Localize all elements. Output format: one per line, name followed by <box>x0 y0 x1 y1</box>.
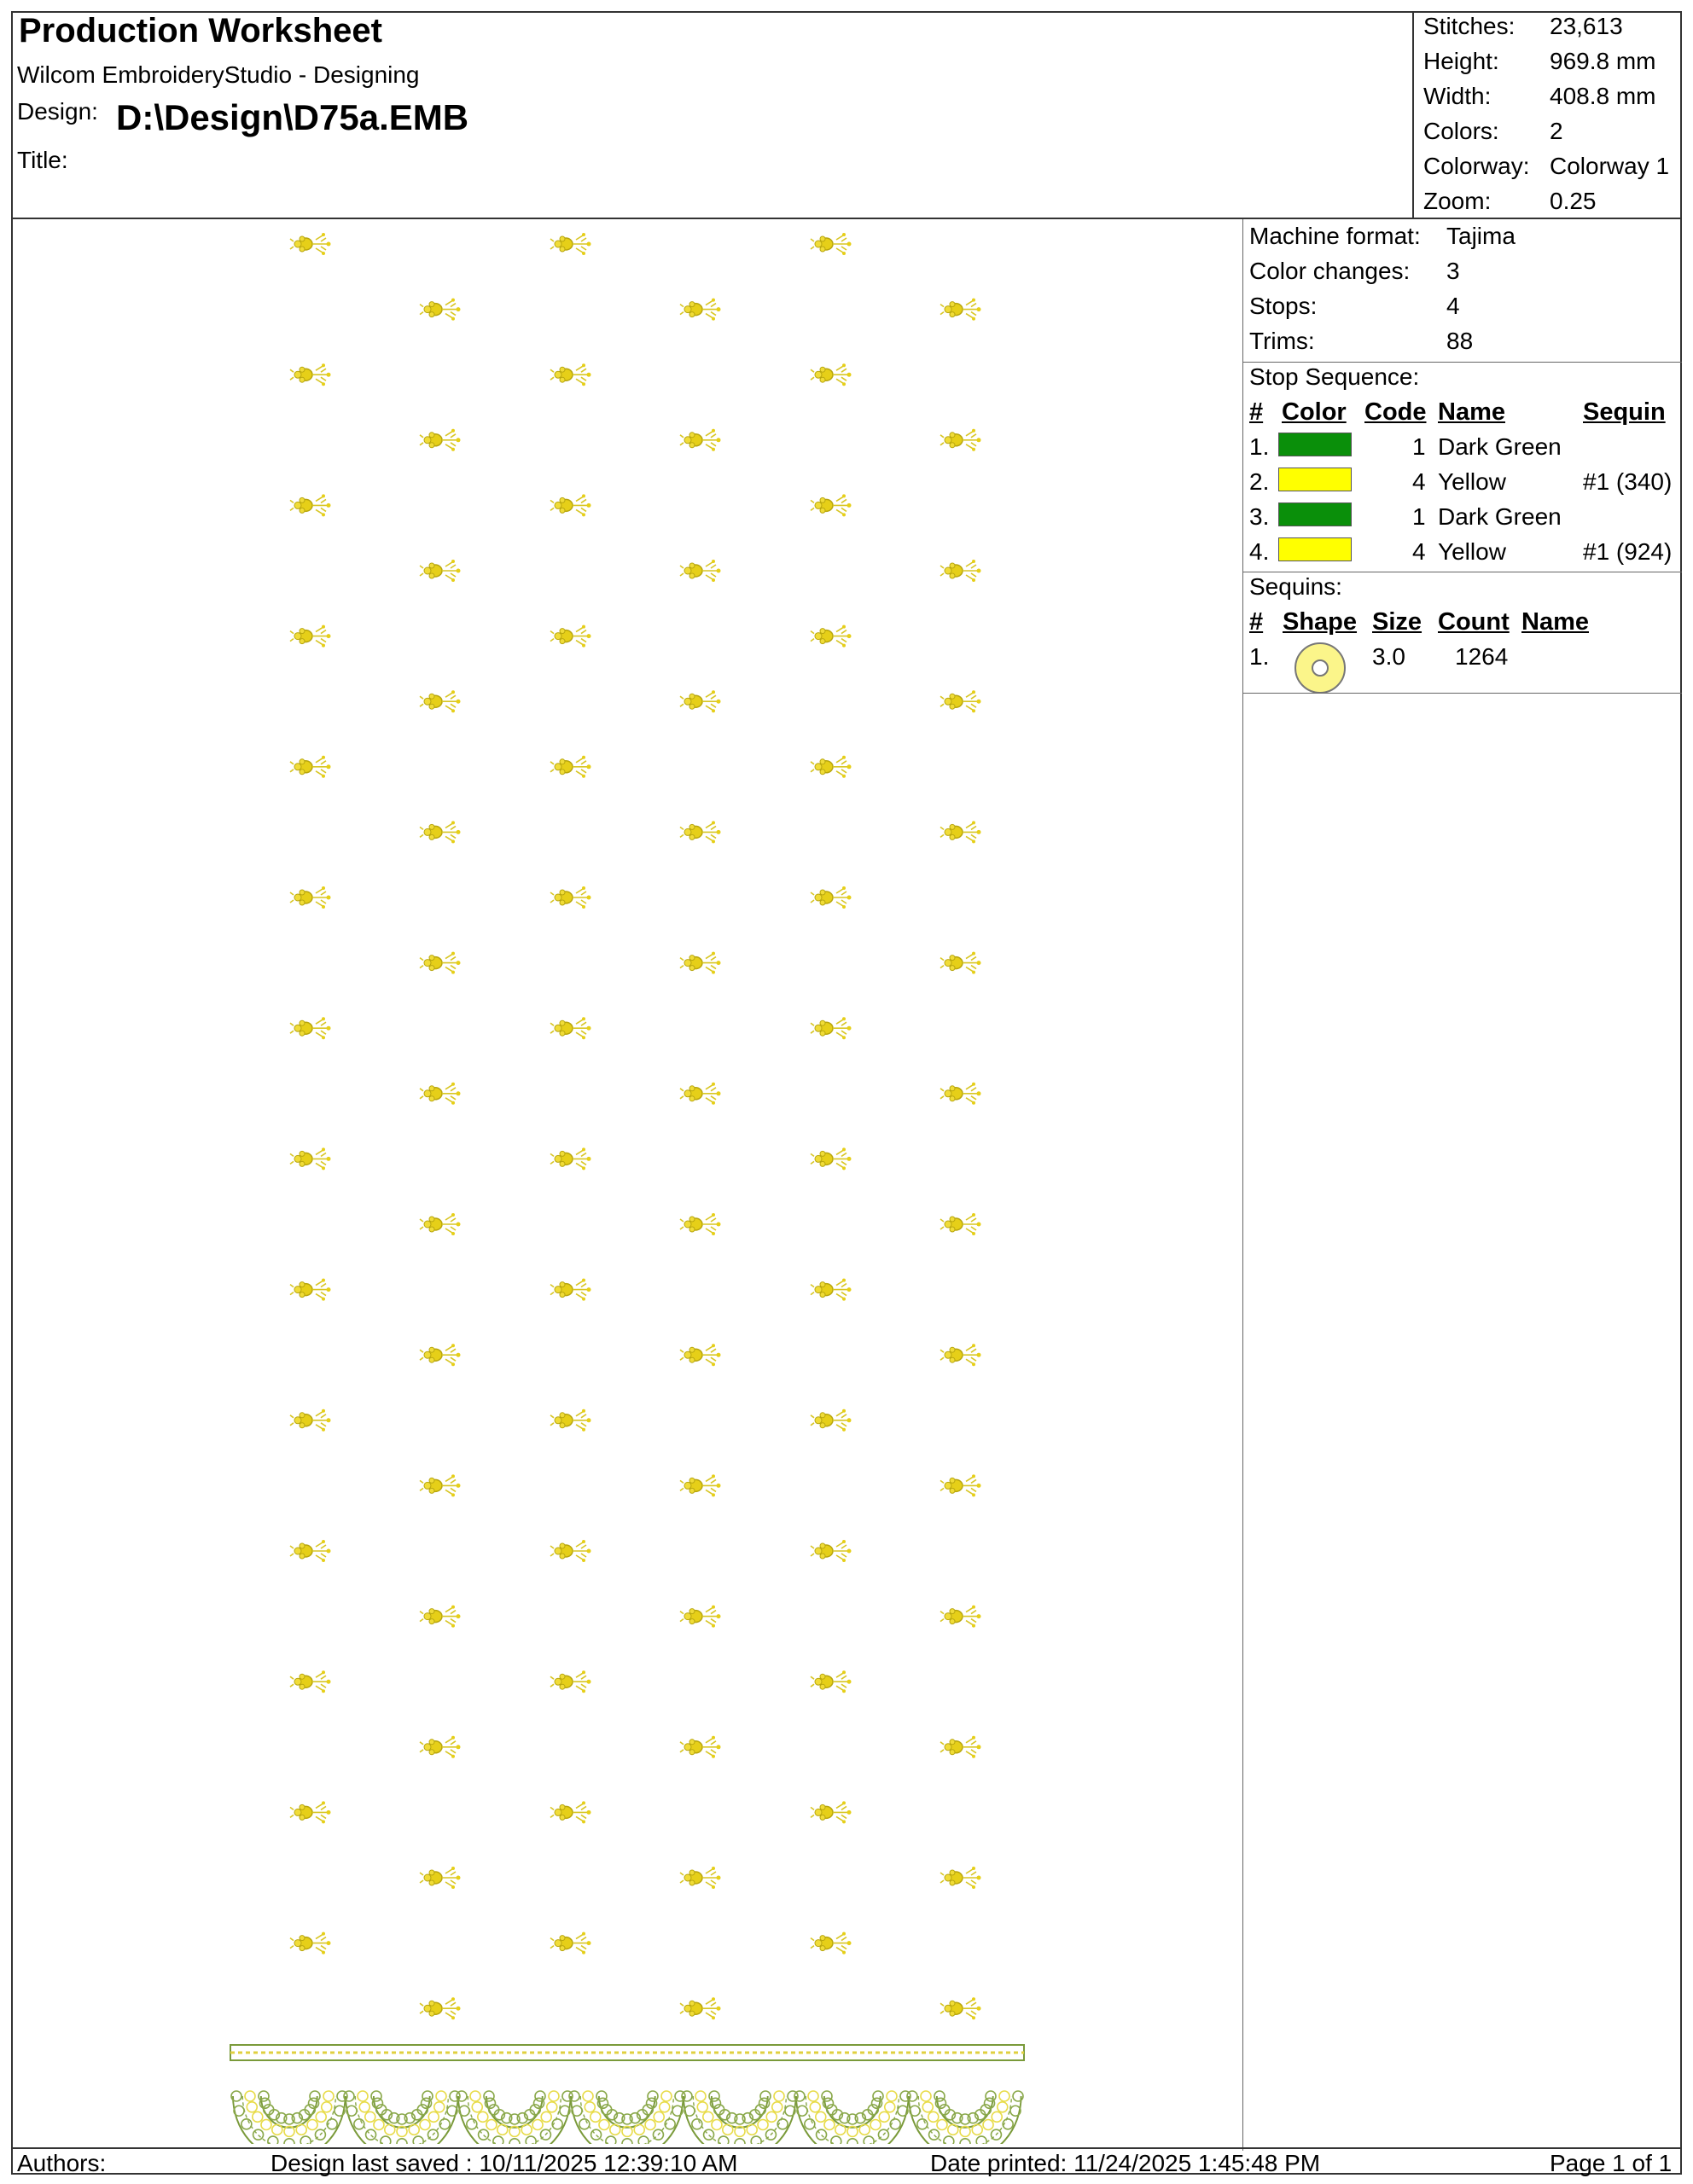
page-title: Production Worksheet <box>19 12 382 49</box>
sequin-ring <box>634 2124 644 2135</box>
col-header-shape: Shape <box>1283 608 1358 636</box>
motif-mark <box>550 1409 591 1432</box>
color-swatch <box>1278 468 1352 491</box>
sequin-ring <box>766 2111 777 2122</box>
sequin-ring <box>470 2091 480 2101</box>
motif-mark <box>811 1670 852 1693</box>
sequin-ring <box>760 2091 771 2101</box>
col-header-name: Name <box>1438 398 1505 426</box>
motif-mark <box>550 1670 591 1693</box>
sequin-ring <box>366 2129 376 2140</box>
motif-mark <box>940 952 981 974</box>
sequin-ring <box>684 2106 695 2116</box>
stop-name: Yellow <box>1438 468 1506 495</box>
motif-mark <box>811 1932 852 1955</box>
sequin-ring <box>610 2124 620 2135</box>
motif-mark <box>811 886 852 909</box>
sequin-ring <box>929 2129 940 2140</box>
motif-mark <box>680 1213 721 1235</box>
divider <box>1242 362 1682 363</box>
stop-num: 2. <box>1249 468 1270 495</box>
sequin-ring <box>948 2124 958 2135</box>
stop-num: 3. <box>1249 503 1270 530</box>
sequin-ring <box>526 2136 536 2144</box>
stop-sequence-title: Stop Sequence: <box>1249 363 1420 390</box>
motif-mark <box>940 690 981 712</box>
sequin-ring <box>549 2091 559 2101</box>
motif-mark <box>811 1147 852 1170</box>
stat-label: Colors: <box>1423 118 1499 144</box>
sequin-ring <box>532 2119 543 2129</box>
sequin-ring <box>484 2091 494 2101</box>
sequin-ring <box>735 2139 745 2144</box>
sequin-ring <box>385 2124 395 2135</box>
motif-mark <box>290 1932 331 1955</box>
motif-mark <box>290 1540 331 1562</box>
sequin-ring <box>692 2119 702 2129</box>
sequin-ring <box>316 2111 326 2122</box>
motif-mark <box>420 1736 461 1758</box>
motif-mark <box>680 1606 721 1628</box>
machine-value: 4 <box>1446 293 1460 319</box>
stop-sequin: #1 (924) <box>1583 538 1673 565</box>
stop-name: Yellow <box>1438 538 1506 565</box>
motif-mark <box>680 1474 721 1496</box>
software-name: Wilcom EmbroideryStudio - Designing <box>17 61 420 88</box>
motif-mark <box>550 494 591 516</box>
motif-mark <box>680 821 721 843</box>
stop-num: 4. <box>1249 538 1270 565</box>
stat-value: 0.25 <box>1550 188 1597 214</box>
footer-divider <box>11 2147 1682 2149</box>
sequin-ring <box>599 2119 609 2129</box>
motif-mark <box>420 429 461 451</box>
stat-label: Stitches: <box>1423 13 1516 39</box>
col-header-color: Color <box>1282 398 1347 426</box>
machine-value: 88 <box>1446 328 1474 354</box>
col-header-size: Size <box>1372 608 1422 636</box>
sequin-ring <box>992 2111 1002 2122</box>
sequin-ring <box>986 2091 996 2101</box>
title-label: Title: <box>17 147 68 173</box>
sequin-ring <box>808 2091 818 2101</box>
sequin-ring <box>354 2119 364 2129</box>
sequin-ring <box>661 2091 672 2101</box>
motif-mark <box>680 429 721 451</box>
stat-value: 2 <box>1550 118 1563 144</box>
sequin-ring <box>253 2129 264 2140</box>
sequin-ring <box>310 2091 320 2101</box>
sequin-ring <box>422 2091 433 2101</box>
machine-label: Color changes: <box>1249 258 1411 284</box>
sequin-ring <box>879 2111 889 2122</box>
motif-mark <box>811 233 852 255</box>
sequin-ring <box>436 2091 446 2101</box>
machine-label: Stops: <box>1249 293 1318 319</box>
motif-mark <box>420 690 461 712</box>
sequin-ring <box>397 2139 407 2144</box>
motif-mark <box>940 821 981 843</box>
motif-mark <box>550 1017 591 1039</box>
motif-mark <box>680 1344 721 1366</box>
motif-mark <box>680 690 721 712</box>
sequin-ring <box>928 2111 939 2122</box>
motif-mark <box>290 1801 331 1823</box>
sequin-ring <box>805 2119 815 2129</box>
motif-mark <box>550 886 591 909</box>
sequin-ring <box>322 2102 332 2112</box>
motif-mark <box>680 1867 721 1889</box>
motif-mark <box>940 1083 981 1105</box>
stop-code: 4 <box>1412 468 1426 495</box>
sequin-ring <box>712 2119 722 2129</box>
stat-value: 23,613 <box>1550 13 1623 39</box>
sequin-size: 3.0 <box>1372 643 1405 670</box>
sequin-ring <box>479 2129 489 2140</box>
motif-mark <box>290 233 331 255</box>
motif-mark <box>420 1083 461 1105</box>
round-sequin-icon <box>1294 642 1347 694</box>
stop-code: 4 <box>1412 538 1426 565</box>
sequin-ring <box>758 2119 768 2129</box>
sequin-ring <box>535 2091 545 2101</box>
sequin-ring <box>459 2106 469 2116</box>
divider <box>1242 693 1682 694</box>
sequin-ring <box>371 2091 381 2101</box>
stat-value: 408.8 mm <box>1550 83 1656 109</box>
sequin-ring <box>247 2102 257 2112</box>
motif-pattern <box>290 233 981 2019</box>
motif-mark <box>811 1017 852 1039</box>
motif-mark <box>550 1540 591 1562</box>
sequin-ring <box>774 2091 784 2101</box>
motif-mark <box>290 1670 331 1693</box>
motif-mark <box>550 756 591 778</box>
sequin-ring <box>917 2119 928 2129</box>
sequin-ring <box>241 2119 252 2129</box>
motif-mark <box>420 821 461 843</box>
design-path: D:\Design\D75a.EMB <box>116 97 469 137</box>
sequin-ring <box>999 2091 1009 2101</box>
color-swatch <box>1278 537 1352 561</box>
motif-mark <box>811 1540 852 1562</box>
sequin-ring <box>873 2091 883 2101</box>
sequin-ring <box>998 2102 1008 2112</box>
motif-mark <box>290 363 331 386</box>
motif-mark <box>940 1213 981 1235</box>
motif-mark <box>811 756 852 778</box>
sequin-ring <box>864 2136 874 2144</box>
stop-name: Dark Green <box>1438 503 1562 530</box>
motif-mark <box>680 1736 721 1758</box>
motif-mark <box>290 1409 331 1432</box>
motif-mark <box>811 494 852 516</box>
motif-mark <box>420 1867 461 1889</box>
col-header-name: Name <box>1521 608 1589 636</box>
motif-mark <box>420 1606 461 1628</box>
motif-mark <box>290 625 331 648</box>
sequin-ring <box>585 2102 595 2112</box>
sequin-ring <box>541 2111 551 2122</box>
sequin-ring <box>747 2124 757 2135</box>
sequin-ring <box>816 2111 826 2122</box>
sequin-ring <box>284 2139 294 2144</box>
motif-mark <box>940 1606 981 1628</box>
sequin-ring <box>976 2136 986 2144</box>
stats-divider <box>1412 11 1414 219</box>
motif-mark <box>811 363 852 386</box>
motif-mark <box>940 1997 981 2019</box>
sequin-ring <box>409 2124 419 2135</box>
motif-mark <box>940 429 981 451</box>
motif-mark <box>680 1997 721 2019</box>
design-label: Design: <box>17 98 98 125</box>
motif-mark <box>420 952 461 974</box>
motif-mark <box>940 560 981 582</box>
sequin-ring <box>697 2102 707 2112</box>
sequin-ring <box>253 2111 263 2122</box>
sequin-ring <box>509 2139 520 2144</box>
sequin-ring <box>910 2106 920 2116</box>
sequin-ring <box>521 2124 532 2135</box>
sequin-ring <box>307 2119 317 2129</box>
sequin-ring <box>272 2124 282 2135</box>
machine-label: Trims: <box>1249 328 1315 354</box>
design-preview <box>13 219 1239 2144</box>
motif-mark <box>420 560 461 582</box>
sequin-ring <box>972 2124 982 2135</box>
sequin-ring <box>478 2111 488 2122</box>
sequin-ring <box>638 2136 649 2144</box>
col-header-num: # <box>1249 398 1264 426</box>
sequin-ring <box>486 2119 497 2129</box>
sequins-title: Sequins: <box>1249 573 1342 600</box>
motif-mark <box>550 1932 591 1955</box>
sequin-ring <box>751 2136 761 2144</box>
sequin-ring <box>547 2102 557 2112</box>
sequin-ring <box>472 2102 482 2112</box>
sequin-ring <box>591 2111 601 2122</box>
panel-divider <box>1242 219 1243 2151</box>
motif-mark <box>420 1213 461 1235</box>
sequin-ring <box>922 2102 933 2112</box>
sequin-ring <box>810 2102 820 2112</box>
motif-mark <box>420 1344 461 1366</box>
sequin-ring <box>723 2124 733 2135</box>
sequin-count: 1264 <box>1455 643 1509 670</box>
sequin-ring <box>359 2102 369 2112</box>
motif-mark <box>940 1344 981 1366</box>
sequin-ring <box>937 2119 947 2129</box>
sequin-ring <box>346 2106 357 2116</box>
motif-mark <box>811 1409 852 1432</box>
sequin-ring <box>434 2102 445 2112</box>
sequin-ring <box>596 2091 607 2101</box>
motif-mark <box>420 1474 461 1496</box>
motif-mark <box>811 1279 852 1301</box>
sequin-ring <box>420 2119 430 2129</box>
sequin-ring <box>365 2111 375 2122</box>
sequin-ring <box>572 2106 582 2116</box>
sequin-num: 1. <box>1249 643 1270 670</box>
sequin-ring <box>921 2091 931 2101</box>
motif-mark <box>940 1867 981 1889</box>
scalloped-border <box>230 2045 1024 2144</box>
sequin-ring <box>835 2124 846 2135</box>
sequin-ring <box>934 2091 945 2101</box>
sequin-ring <box>772 2102 783 2112</box>
motif-mark <box>680 560 721 582</box>
sequin-ring <box>467 2119 477 2129</box>
stop-sequin: #1 (340) <box>1583 468 1673 495</box>
motif-mark <box>811 1801 852 1823</box>
col-header-code: Code <box>1364 398 1427 426</box>
sequin-ring <box>703 2111 713 2122</box>
machine-value: 3 <box>1446 258 1460 284</box>
sequin-ring <box>983 2119 993 2129</box>
stop-name: Dark Green <box>1438 433 1562 460</box>
motif-mark <box>290 494 331 516</box>
sequin-ring <box>245 2091 255 2101</box>
sequin-ring <box>300 2136 311 2144</box>
motif-mark <box>290 1147 331 1170</box>
col-header-sequin: Sequin <box>1583 398 1666 426</box>
stop-code: 1 <box>1412 503 1426 530</box>
sequin-ring <box>413 2136 423 2144</box>
page-number: Page 1 of 1 <box>1550 2150 1673 2176</box>
last-saved: Design last saved : 10/11/2025 12:39:10 AM <box>271 2150 738 2176</box>
col-header-count: Count <box>1438 608 1510 636</box>
sequin-ring <box>709 2091 719 2101</box>
stat-label: Colorway: <box>1423 153 1530 179</box>
sequin-ring <box>579 2119 590 2129</box>
sequin-ring <box>870 2119 881 2129</box>
motif-mark <box>550 233 591 255</box>
motif-mark <box>680 1083 721 1105</box>
motif-mark <box>550 1801 591 1823</box>
stop-num: 1. <box>1249 433 1270 460</box>
motif-mark <box>811 625 852 648</box>
motif-mark <box>290 1017 331 1039</box>
sequin-ring <box>824 2119 835 2129</box>
sequin-ring <box>847 2139 858 2144</box>
sequin-ring <box>591 2129 602 2140</box>
sequin-ring <box>622 2139 632 2144</box>
sequin-ring <box>358 2091 368 2101</box>
col-header-num: # <box>1249 608 1264 636</box>
motif-mark <box>290 1279 331 1301</box>
motif-mark <box>550 363 591 386</box>
sequin-ring <box>234 2106 244 2116</box>
sequin-ring <box>259 2091 269 2101</box>
motif-mark <box>680 952 721 974</box>
motif-mark <box>940 1474 981 1496</box>
sequin-ring <box>296 2124 306 2135</box>
color-swatch <box>1278 433 1352 456</box>
machine-value: Tajima <box>1446 223 1516 249</box>
authors-label: Authors: <box>17 2150 107 2176</box>
sequin-ring <box>323 2091 334 2101</box>
color-swatch <box>1278 502 1352 526</box>
sequin-ring <box>887 2091 897 2101</box>
motif-mark <box>420 1997 461 2019</box>
motif-mark <box>550 1147 591 1170</box>
stat-label: Width: <box>1423 83 1492 109</box>
motif-mark <box>550 1279 591 1301</box>
date-printed: Date printed: 11/24/2025 1:45:48 PM <box>930 2150 1321 2176</box>
sequin-ring <box>817 2129 827 2140</box>
sequin-ring <box>654 2111 664 2122</box>
sequin-ring <box>822 2091 832 2101</box>
sequin-ring <box>885 2102 895 2112</box>
motif-mark <box>550 625 591 648</box>
sequin-ring <box>374 2119 384 2129</box>
sequin-ring <box>428 2111 439 2122</box>
motif-mark <box>290 756 331 778</box>
stat-value: Colorway 1 <box>1550 153 1670 179</box>
sequin-ring <box>859 2124 870 2135</box>
sequin-ring <box>261 2119 271 2129</box>
sequin-ring <box>960 2139 970 2144</box>
stat-label: Height: <box>1423 48 1499 74</box>
sequin-ring <box>583 2091 593 2101</box>
motif-mark <box>420 299 461 321</box>
machine-label: Machine format: <box>1249 223 1421 249</box>
motif-mark <box>940 299 981 321</box>
sequin-ring <box>497 2124 508 2135</box>
motif-mark <box>680 299 721 321</box>
sequin-ring <box>797 2106 807 2116</box>
sequin-ring <box>660 2102 670 2112</box>
sequin-ring <box>695 2091 706 2101</box>
motif-mark <box>290 886 331 909</box>
sequin-ring <box>645 2119 655 2129</box>
sequin-ring <box>648 2091 658 2101</box>
stat-label: Zoom: <box>1423 188 1492 214</box>
stat-value: 969.8 mm <box>1550 48 1656 74</box>
stop-code: 1 <box>1412 433 1426 460</box>
motif-mark <box>940 1736 981 1758</box>
sequin-ring <box>704 2129 714 2140</box>
